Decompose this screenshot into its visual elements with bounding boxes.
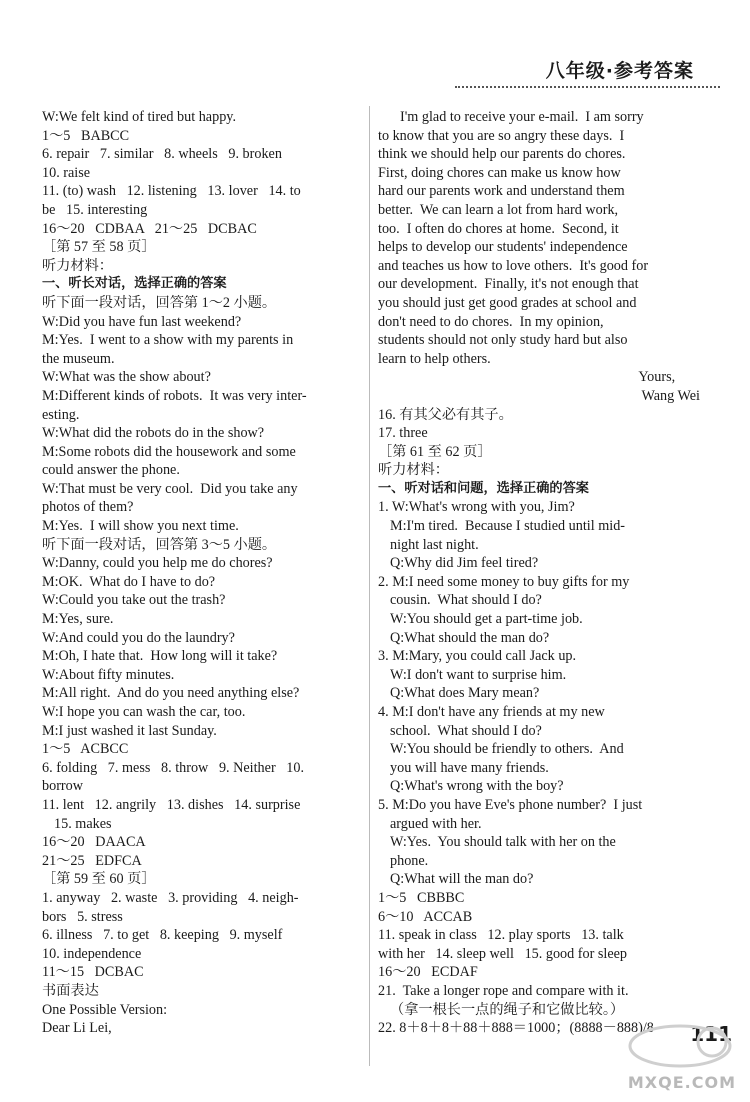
- header-title: 八年级·参考答案: [545, 60, 694, 82]
- text-line: 书面表达: [42, 982, 99, 999]
- text-line: 16～20 CDBAA 21～25 DCBAC: [42, 220, 257, 237]
- text-line: 6. illness 7. to get 8. keeping 9. myself: [42, 927, 283, 944]
- text-line: 1～5 ACBCC: [42, 741, 129, 758]
- text-line: our development. Finally, it's not enough that: [378, 276, 639, 293]
- text-line: Q:What should the man do?: [390, 629, 550, 646]
- right-column: [378, 108, 700, 1038]
- text-line: borrow: [42, 778, 83, 795]
- text-line: 11. speak in class 12. play sports 13. talk: [378, 927, 624, 944]
- text-line: photos of them?: [42, 499, 134, 516]
- text-line: W:That must be very cool. Did you take any: [42, 480, 298, 497]
- text-line: W:About fifty minutes.: [42, 666, 175, 683]
- text-line: W:What did the robots do in the show?: [42, 425, 265, 442]
- text-line: M:Oh, I hate that. How long will it take?: [42, 648, 278, 665]
- text-line: you should just get good grades at school and: [378, 294, 637, 311]
- text-line: Q:What's wrong with the boy?: [390, 778, 564, 795]
- text-line: 11～15 DCBAC: [42, 964, 144, 981]
- text-line: M:OK. What do I have to do?: [42, 573, 216, 590]
- text-line: be 15. interesting: [42, 201, 148, 218]
- text-line: think we should help our parents do chores.: [378, 146, 626, 163]
- text-line: 11. (to) wash 12. listening 13. lover 14. to: [42, 183, 301, 200]
- text-line: 17. three: [378, 425, 428, 442]
- text-line: M:All right. And do you need anything else?: [42, 685, 300, 702]
- text-line: could answer the phone.: [42, 462, 180, 479]
- watermark-text: MXQE.COM: [627, 1073, 736, 1092]
- text-line: 6. repair 7. similar 8. wheels 9. broken: [42, 146, 282, 163]
- text-line: W:You should be friendly to others. And: [390, 741, 624, 758]
- text-line: with her 14. sleep well 15. good for sleep: [378, 945, 628, 962]
- column-divider: [369, 106, 370, 1066]
- text-line: 4. M:I don't have any friends at my new: [378, 704, 605, 720]
- text-line: and teaches us how to love others. It's good for: [378, 257, 649, 274]
- text-line: students should not only study hard but also: [378, 332, 628, 349]
- text-line: 16～20 ECDAF: [378, 964, 478, 981]
- text-line: 1. W:What's wrong with you, Jim?: [378, 499, 575, 516]
- text-line: don't need to do chores. In my opinion,: [378, 313, 604, 330]
- text-line: M:Different kinds of robots. It was very inter-: [42, 387, 307, 404]
- text-line: night last night.: [390, 536, 479, 553]
- text-line: 21～25 EDFCA: [42, 852, 142, 869]
- text-line: Q:Why did Jim feel tired?: [390, 555, 539, 572]
- text-line: M:Yes. I will show you next time.: [42, 518, 239, 535]
- text-line: ［第 57 至 58 页］: [42, 239, 156, 256]
- text-line: cousin. What should I do?: [390, 592, 542, 609]
- text-line: W:Danny, could you help me do chores?: [42, 555, 273, 572]
- text-line: One Possible Version:: [42, 1001, 168, 1018]
- text-line: 6～10 ACCAB: [378, 908, 473, 925]
- text-line: school. What should I do?: [390, 722, 542, 739]
- text-line: 21. Take a longer rope and compare with it.: [378, 982, 629, 999]
- text-line: 10. raise: [42, 164, 91, 181]
- text-line: 16. 有其父必有其子。: [378, 406, 513, 423]
- text-line: 听力材料：: [42, 257, 113, 274]
- text-line: hard our parents work and understand them: [378, 183, 625, 200]
- text-line: W:I hope you can wash the car, too.: [42, 704, 246, 720]
- text-line: to know that you are so angry these days. I: [378, 127, 625, 144]
- text-line: Yours,: [638, 369, 700, 386]
- text-line: 1～5 CBBBC: [378, 889, 465, 906]
- text-line: 5. M:Do you have Eve's phone number? I just: [378, 796, 643, 813]
- text-line: 1. anyway 2. waste 3. providing 4. neigh-: [42, 889, 299, 906]
- text-line: bors 5. stress: [42, 908, 123, 925]
- text-line: W:Yes. You should talk with her on the: [390, 834, 616, 851]
- text-line: 11. lent 12. angrily 13. dishes 14. surprise: [42, 796, 301, 813]
- text-line: you will have many friends.: [390, 759, 549, 776]
- text-line: M:I'm tired. Because I studied until mid-: [390, 518, 626, 535]
- text-line: W:Did you have fun last weekend?: [42, 313, 242, 330]
- text-line: 1～5 BABCC: [42, 127, 130, 144]
- text-line: 听力材料：: [378, 462, 449, 479]
- text-line: 15. makes: [54, 815, 112, 832]
- text-line: W:We felt kind of tired but happy.: [42, 109, 237, 125]
- text-line: W:Could you take out the trash?: [42, 592, 226, 609]
- text-line: W:What was the show about?: [42, 369, 211, 386]
- text-line: 16～20 DAACA: [42, 834, 146, 851]
- text-line: ［第 59 至 60 页］: [42, 871, 156, 888]
- text-line: better. We can learn a lot from hard work,: [378, 201, 619, 218]
- text-line: First, doing chores can make us know how: [378, 164, 621, 181]
- text-line: W:And could you do the laundry?: [42, 629, 235, 646]
- text-line: phone.: [390, 852, 429, 869]
- text-line: Wang Wei: [641, 387, 700, 404]
- text-line: 一、听对话和问题，选择正确的答案: [378, 480, 589, 496]
- text-line: the museum.: [42, 350, 115, 367]
- text-line: esting.: [42, 406, 80, 423]
- text-line: 22. 8＋8＋8＋88＋888＝1000；(8888－888)/8: [378, 1020, 654, 1037]
- text-line: M:Yes, sure.: [42, 611, 114, 628]
- text-line: Q:What will the man do?: [390, 871, 534, 888]
- text-line: Q:What does Mary mean?: [390, 685, 540, 702]
- header-rule: [455, 86, 720, 88]
- text-line: M:Some robots did the housework and some: [42, 443, 296, 460]
- text-line: 2. M:I need some money to buy gifts for my: [378, 573, 630, 590]
- text-line: 听下面一段对话，回答第 3～5 小题。: [42, 536, 277, 553]
- text-line: too. I often do chores at home. Second, it: [378, 220, 619, 237]
- text-line: Dear Li Lei,: [42, 1020, 112, 1037]
- text-line: M:I just washed it last Sunday.: [42, 722, 217, 739]
- text-line: 一、听长对话，选择正确的答案: [42, 276, 227, 292]
- text-line: ［第 61 至 62 页］: [378, 443, 492, 460]
- text-line: learn to help others.: [378, 350, 491, 367]
- text-line: （拿一根长一点的绳子和它做比较。）: [390, 1001, 625, 1018]
- text-line: helps to develop our students' independence: [378, 239, 628, 256]
- text-line: I'm glad to receive your e-mail. I am sorry: [400, 109, 644, 125]
- text-line: M:Yes. I went to a show with my parents in: [42, 332, 294, 349]
- text-line: argued with her.: [390, 815, 482, 832]
- text-line: 3. M:Mary, you could call Jack up.: [378, 648, 577, 665]
- text-line: W:I don't want to surprise him.: [390, 666, 567, 683]
- text-line: 听下面一段对话，回答第 1～2 小题。: [42, 294, 277, 311]
- text-line: 6. folding 7. mess 8. throw 9. Neither 10.: [42, 759, 305, 776]
- text-line: W:You should get a part-time job.: [390, 611, 583, 628]
- left-column: [42, 108, 362, 1038]
- text-line: 10. independence: [42, 945, 142, 962]
- page-number: 111: [690, 1022, 732, 1046]
